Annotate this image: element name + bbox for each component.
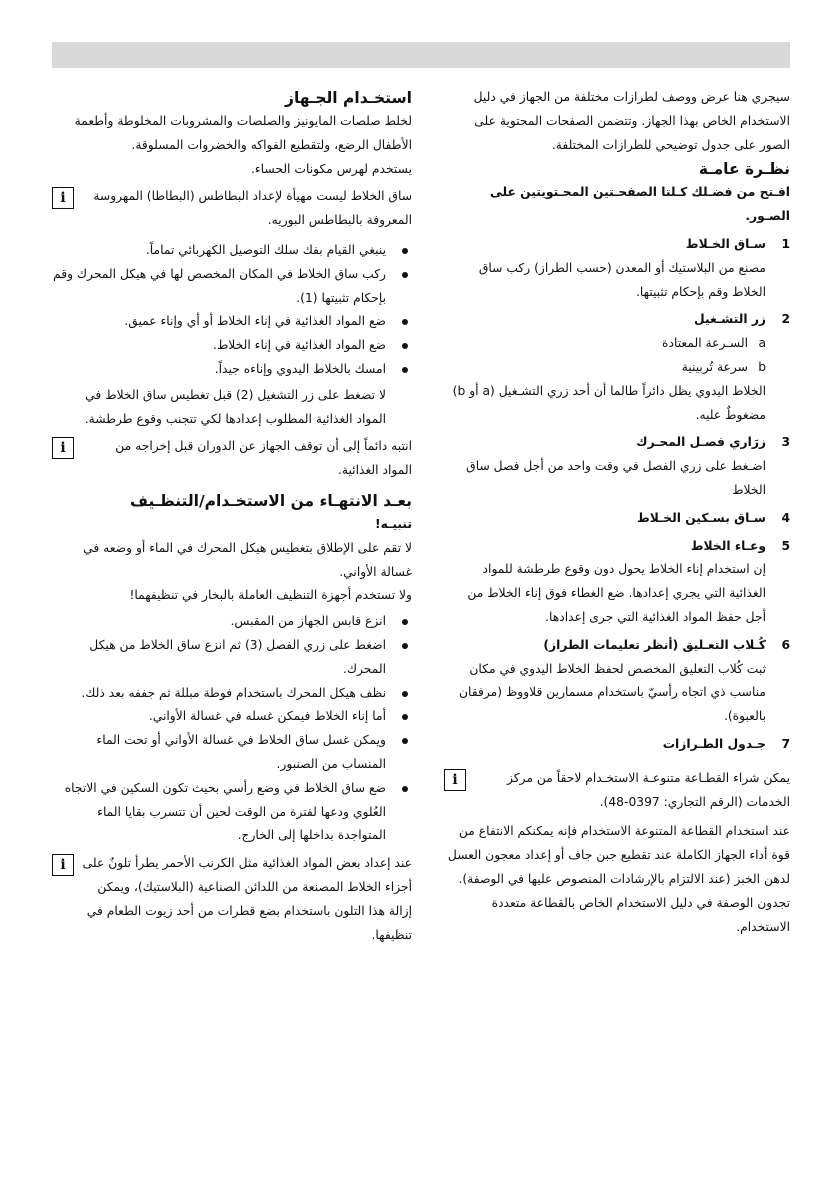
item-number: 1 [781,236,790,251]
item-number: 5 [781,538,790,553]
left-column [52,86,412,953]
list-item: انزع قابس الجهاز من المقبس. [52,610,412,634]
header-bar [52,42,790,68]
item-body: مصنع من البلاستيك أو المعدن (حسب الطراز) ركب ساق الخلاط وقم بإحكام تثبيتها. [478,260,766,299]
list-item: ويمكن غسل ساق الخلاط في غسالة الأواني أو تحت الماء المنساب من الصنبور. [52,729,412,777]
list-item: ركب ساق الخلاط في المكان المخصص لها في هيكل المحرك وقم بإحكام تثبيتها (1). [52,263,412,311]
list-item: ضع المواد الغذائية في إناء الخلاط. [52,334,412,358]
sub-item [444,332,766,356]
note-text: انتبه دائماً إلى أن توقف الجهاز عن الدوران قبل إخراجه من المواد الغذائية. [115,439,412,478]
item-number: 2 [781,312,790,327]
usage-soup: يستخدم لهرس مكونات الحساء. [250,161,412,176]
intro-paragraph: سيجري هنا عرض ووصف لطرازات مختلفة من الجهاز في دليل الاستخدام الخاص بهذا الجهاز. وتتضمن الصفحات المحتوية على الصور على جدول توضيحي للطرازات المختلفة. [473,90,790,152]
list-item: ضع ساق الخلاط في وضع رأسي بحيث تكون السكين في الاتجاه العُلوي ودعها لفترة من الوقت لحين أن تتسرب بقايا الماء المتواجدة بداخلها إلى الخارج. [52,777,412,848]
item-title: زرَاري فصـل المحـرك [636,435,766,450]
item-number: 7 [781,736,790,751]
warning-text: لا تضغط على زر التشغيل (2) قبل تغطيس ساق الخلاط في المواد الغذائية المطلوب إعدادها لكي تتجنب وقوع طرطشة. [84,387,386,426]
list-item: امسك بالخلاط اليدوي وإناءه جيداً. [52,358,412,382]
item-body: ثبت كُلاب التعليق المخصص لحفظ الخلاط اليدوي في مكان مناسب ذي اتجاه رأسيّ باستخدام مسمارين قلاووظ (مرفقان بالعبوة). [458,661,766,724]
caution-heading: تنبيـه! [375,516,412,531]
after-use-heading: بعـد الانتهـاء من الاستخـدام/التنظـيف [130,491,412,510]
note-text: عند إعداد بعض المواد الغذائية مثل الكرنب الأحمر يطرأ تلونٌ على أجزاء الخلاط المصنعة من اللدائن الصناعية (البلاستيك)، ويمكن إزالة هذا التلون باستخدام بضع قطرات من أحد زيوت الطعام في تنظيفها. [82,856,412,942]
sub-letter: b [758,359,766,374]
list-item [444,507,790,531]
sub-item [444,356,766,380]
list-item [444,308,790,427]
caution-text: لا تقم على الإطلاق بتغطيس هيكل المحرك في الماء أو وضعه في غسالة الأواني. [83,540,412,579]
overview-instruction: افـتح من فضـلك كـلتا الصفحـتين المحـتويتين على الصـور. [490,185,790,224]
usage-heading: استخـدام الجـهاز [285,89,412,107]
item-number: 6 [781,637,790,652]
item-title: جـدول الطـرازات [662,736,766,751]
list-item [444,233,790,304]
sub-text: السـرعة المعتادة [662,336,748,351]
info-note [52,435,412,483]
list-item: ضع المواد الغذائية في إناء الخلاط أو أي وإناء عميق. [52,310,412,334]
info-icon: i [52,854,74,876]
item-body: الخلاط اليدوي يظل دائراً طالما أن أحد زري التشـغيل (a أو b) مضغوطٌ عليه. [452,383,766,422]
list-item [444,431,790,502]
item-title: سـاق بسـكين الخـلاط [636,510,766,525]
info-note [52,185,412,233]
overview-heading: نظـرة عامـة [698,160,790,179]
caution-text: ولا تستخدم أجهزة التنظيف العاملة بالبخار في تنظيفهما! [129,588,412,603]
item-title: زر التشـغيل [694,312,766,327]
sub-letter: a [758,336,766,351]
info-icon: i [52,187,74,209]
item-number: 3 [781,435,790,450]
info-icon: i [52,437,74,459]
item-body: إن استخدام إناء الخلاط يحول دون وقوع طرطشة للمواد الغذائية التي يجري إعدادها. ضع الغطاء فوق إناء الخلاط من أجل حفظ المواد الغذائية التي جرى إعدادها. [467,562,766,624]
list-item [444,535,790,630]
info-note [52,852,412,947]
item-body: اضـغط على زري الفصل في وقت واحد من أجل فصل ساق الخلاط [466,459,766,497]
usage-intro: لخلط صلصات المايونيز والصلصات والمشروبات المخلوطة وأطعمة الأطفال الرضع، ولتقطيع الفواكه والخضروات المسلوقة. [74,114,412,152]
closing-paragraph: عند استخدام القطاعة المتنوعة الاستخدام فإنه يمكنكم الانتفاع من قوة أداء الجهاز الكاملة عند تقطيع جبن جاف أو إعداد معجون العسل لدهن الخبز (عند الالتزام بالإرشادات المنصوص عليها في الوصفة). تجدون الوصفة في دليل الاستخدام الخاص بالقطاعة متعددة الاستخدام. [447,824,790,934]
item-number: 4 [781,510,790,525]
info-note [444,767,790,815]
note-text: يمكن شراء القطـاعة متنوعـة الاستخـدام لاحقاً من مركز الخدمات (الرقم التجاري: 0397-48). [507,770,790,809]
list-item: ينبغي القيام بفك سلك التوصيل الكهربائي تماماً. [52,239,412,263]
item-title: وعـاء الخلاط [690,538,766,553]
note-text: ساق الخلاط ليست مهيأة لإعداد البطاطس (البطاطا) المهروسة المعروفة بالبطاطس البوريه. [93,189,412,228]
list-item: أما إناء الخلاط فيمكن غسله في غسالة الأواني. [52,705,412,729]
list-item: اضغط على زري الفصل (3) ثم انزع ساق الخلاط من هيكل المحرك. [52,634,412,682]
item-title: سـاق الخـلاط [685,236,766,251]
info-icon: i [444,769,466,791]
list-item [444,634,790,729]
list-item: نظف هيكل المحرك باستخدام فوطة مبللة ثم جففه بعد ذلك. [52,682,412,706]
usage-steps [52,239,412,382]
right-column [444,86,790,939]
item-title: كُـلاب التعـليق (أنظر تعليمات الطراز) [543,637,766,652]
sub-text: سرعة تُربينية [681,359,748,374]
cleaning-steps [52,610,412,848]
list-item [444,733,790,757]
